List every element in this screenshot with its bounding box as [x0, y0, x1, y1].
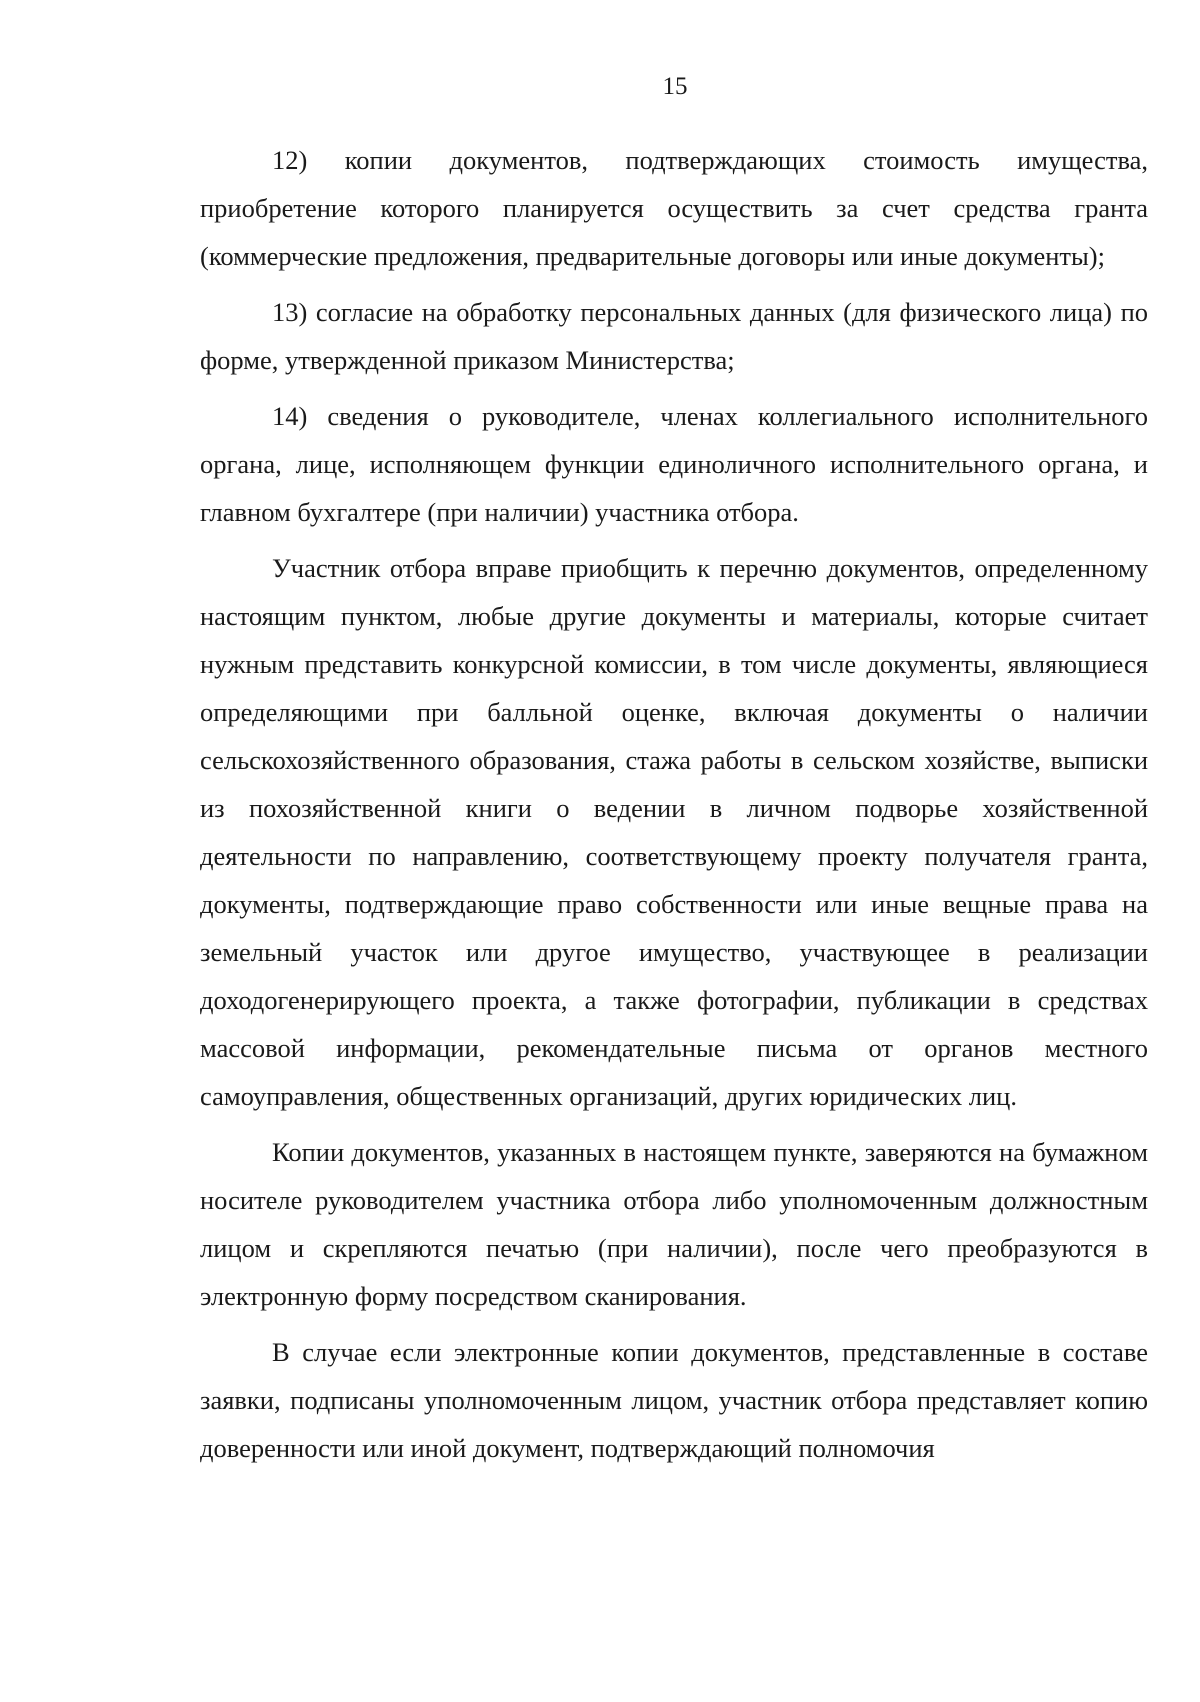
paragraph-electronic-copies: В случае если электронные копии документов, представленные в составе заявки, подписаны уполномоченным лицом, участник отбора представляет копию доверенности или иной документ, подтверждающий полномочия [200, 1337, 1148, 1463]
page-number: 15 [662, 73, 688, 100]
paragraph-copies-certification: Копии документов, указанных в настоящем пункте, заверяются на бумажном носителе руководителем участника отбора либо уполномоченным должностным лицом и скрепляются печатью (при наличии), после чего преобразуются в электронную форму посредством сканирования. [200, 1137, 1148, 1311]
paragraph-additional-documents: Участник отбора вправе приобщить к перечню документов, определенному настоящим пунктом, любые другие документы и материалы, которые считает нужным представить конкурсной комиссии, в том числе документы, являющиеся определяющими при балльной оценке, включая документы о наличии сельскохозяйственного образования, стажа работы в сельском хозяйстве, выписки из похозяйственной книги о ведении в личном подворье хозяйственной деятельности по направлению, соответствующему проекту получателя гранта, документы, подтверждающие право собственности или иные вещные права на земельный участок или другое имущество, участвующее в реализации доходогенерирующего проекта, а также фотографии, публикации в средствах массовой информации, рекомендательные письма от органов местного самоуправления, общественных организаций, других юридических лиц. [200, 553, 1148, 1111]
paragraph-item-13: 13) согласие на обработку персональных данных (для физического лица) по форме, утвержденной приказом Министерства; [200, 297, 1148, 375]
document-body [200, 136, 1148, 1472]
paragraph-item-14: 14) сведения о руководителе, членах коллегиального исполнительного органа, лице, исполняющем функции единоличного исполнительного органа, и главном бухгалтере (при наличии) участника отбора. [200, 401, 1148, 527]
paragraph-item-12: 12) копии документов, подтверждающих стоимость имущества, приобретение которого планируется осуществить за счет средства гранта (коммерческие предложения, предварительные договоры или иные документы); [200, 145, 1148, 271]
